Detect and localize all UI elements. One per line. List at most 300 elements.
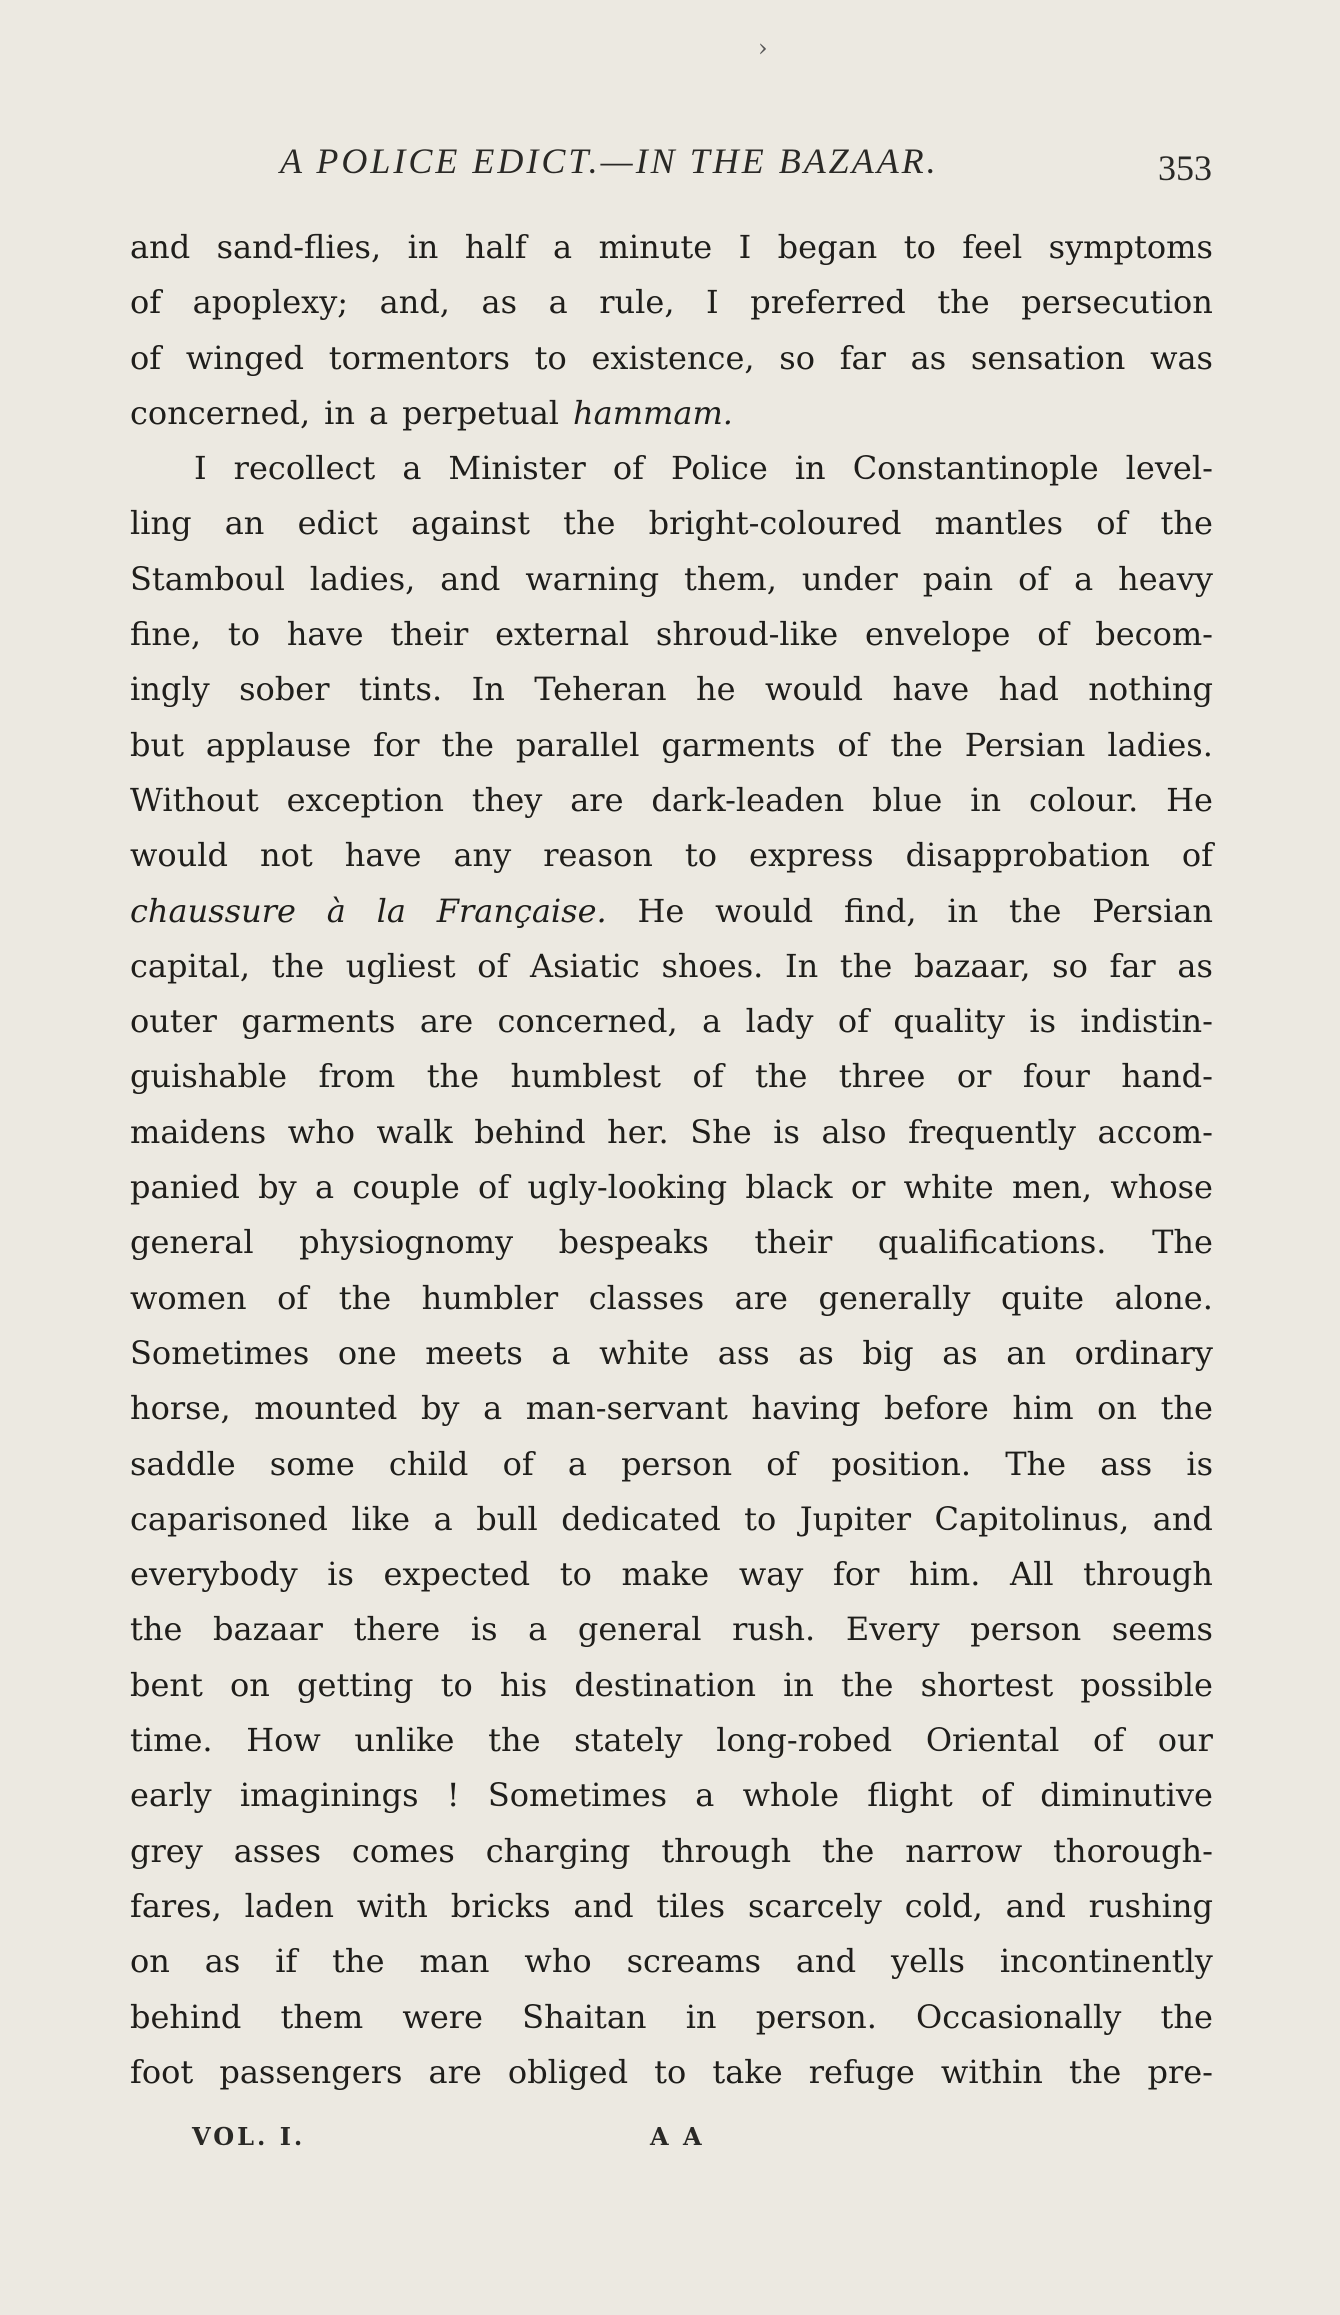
word: fares, [130,1886,222,1925]
word: Asiatic [529,946,640,985]
word: sand-flies, [216,228,382,266]
word: recollect [233,449,376,488]
word: hand- [1121,1057,1213,1096]
word: early [130,1776,212,1815]
word: panied [130,1168,240,1207]
word: their [390,615,469,654]
word: the [130,1610,183,1649]
text-line [130,1713,1213,1768]
word: feel [962,228,1023,266]
word: their [754,1223,833,1262]
word: take [712,2052,783,2091]
word: not [260,836,313,875]
word: Française. [436,891,607,930]
word: a [483,1389,503,1428]
word: to [559,1555,592,1594]
word: person [621,1444,733,1483]
word: ! [446,1776,460,1815]
word: is [773,1112,800,1151]
word: and [1152,1499,1213,1538]
word: He [637,891,685,930]
word: the [332,1942,385,1981]
word: foot [130,2052,194,2091]
word: screams [626,1942,762,1981]
word: of [1018,559,1050,598]
word: Persian [1092,891,1213,930]
word: qualifications. [877,1223,1107,1262]
word: in [794,449,826,488]
text-line [130,828,1213,883]
word: level- [1125,449,1213,488]
word: sober [239,670,330,709]
word: behind [130,1997,242,2036]
word: thorough- [1053,1831,1213,1870]
word: of [478,1168,510,1207]
word: the [488,1721,541,1760]
word: comes [351,1831,455,1870]
word: half [464,228,527,266]
word: tormentors [328,338,510,377]
word: who [524,1942,592,1981]
word: a [695,1776,715,1815]
word: disapprobation [905,836,1150,875]
word: a [1074,559,1094,598]
text-line [130,552,1213,607]
word: yells [891,1942,965,1981]
word: have [286,615,364,654]
word: I [706,283,719,322]
word: white [599,1333,690,1372]
text-line [130,1105,1213,1160]
word: a [567,1444,587,1483]
word: on [230,1665,270,1704]
text-line [130,607,1213,662]
word: for [832,1555,880,1594]
word: is [327,1555,354,1594]
word: horse, [130,1389,231,1428]
text-line [130,773,1213,828]
word: ladies, [309,559,416,598]
word: the [1009,891,1062,930]
word: him. [909,1555,981,1594]
word: the [754,1057,808,1096]
word: shoes. [661,946,764,985]
word: would [130,836,228,875]
word: the [271,946,325,985]
text-line [130,1658,1213,1713]
word: Constantinople [852,449,1099,488]
word: some [269,1444,355,1483]
word: How [246,1721,321,1760]
word: bazaar, [913,946,1031,985]
word: before [884,1389,989,1428]
word: maidens [130,1112,267,1151]
word: sensation [970,338,1126,377]
word: an [1006,1333,1046,1372]
word: destination [574,1665,756,1704]
word: of [1092,1721,1125,1760]
word: having [751,1389,861,1428]
word: the [839,946,893,985]
word: mounted [254,1389,398,1428]
word: All [1009,1555,1054,1594]
word: if [275,1942,298,1981]
word: by [420,1389,460,1428]
word: lady [745,1002,814,1041]
text-line [130,1547,1213,1602]
word: quite [1000,1278,1085,1317]
word: persecution [1021,283,1213,322]
word: had [998,670,1059,709]
text-line [130,1990,1213,2045]
word: to [903,228,936,266]
word: any [453,836,512,875]
word: a [528,1610,548,1649]
word: exception [286,780,444,819]
word: are [428,2052,482,2091]
word: against [411,504,530,543]
text-line [130,1934,1213,1989]
word: is [1186,1444,1213,1483]
word: far [1109,946,1156,985]
word: her. [607,1112,669,1151]
word: them [280,1997,364,2036]
word: seems [1111,1610,1213,1649]
text-line [130,1768,1213,1823]
word: getting [297,1665,414,1704]
ink-speck: › [758,34,768,62]
word: accom- [1097,1112,1213,1151]
text-line [130,496,1213,551]
text-line [130,1824,1213,1879]
word: frequently [908,1112,1076,1151]
text-line [130,939,1213,994]
text-line [130,662,1213,717]
word: was [1150,338,1213,377]
word: applause [205,725,352,764]
word: in [685,1997,717,2036]
word: ass [1100,1444,1153,1483]
word: and [1005,1886,1066,1925]
word: ugliest [345,946,456,985]
word: becom- [1095,615,1213,654]
word: concerned, [130,393,311,432]
word: a [402,449,422,488]
word: capital, [130,946,251,985]
text-line [130,1326,1213,1381]
word: like [351,1499,411,1538]
word: dedicated [561,1499,721,1538]
word: in [970,780,1002,819]
word: general [577,1610,702,1649]
word: and [130,228,191,266]
word: chaussure [130,891,296,930]
word: of [766,1444,798,1483]
word: make [621,1555,710,1594]
word: colour. [1028,780,1139,819]
word: expected [383,1555,531,1594]
word: one [337,1333,397,1372]
word: Oriental [925,1721,1060,1760]
word: bricks [450,1886,551,1925]
text-line [130,1492,1213,1547]
word: narrow [905,1831,1023,1870]
word: The [1152,1223,1213,1262]
word: Without [130,780,259,819]
word: would [765,670,864,709]
word: possible [1080,1665,1213,1704]
word: whose [1110,1168,1213,1207]
word: they [471,780,543,819]
word: far [839,338,886,377]
word: winged [185,338,304,377]
word: of [837,1002,869,1041]
word: He [1166,780,1213,819]
word: diminutive [1040,1776,1213,1815]
word: stately [574,1721,683,1760]
word: ingly [130,670,210,709]
word: who [287,1112,355,1151]
word: quality [893,1002,1005,1041]
word: long-robed [716,1721,893,1760]
word: general [130,1223,254,1262]
text-line [130,331,1213,386]
word: parallel [515,725,640,764]
text-line [130,1049,1213,1104]
word: of [980,1776,1013,1815]
word: express [749,836,874,875]
word: everybody [130,1555,298,1594]
word: the [426,1057,480,1096]
word: white [903,1168,994,1207]
word: of [692,1057,724,1096]
word: big [862,1333,914,1372]
word: obliged [507,2052,629,2091]
word: envelope [865,615,1011,654]
word: flight [867,1776,953,1815]
word: and [795,1942,857,1981]
word: position. [831,1444,972,1483]
word: have [344,836,422,875]
word: the [841,1665,894,1704]
word: man-servant [525,1389,728,1428]
word: bent [130,1665,203,1704]
word: to [440,1665,473,1704]
word: are [734,1278,788,1317]
word: charging [485,1831,631,1870]
word: alone. [1114,1278,1213,1317]
word: walk [376,1112,453,1151]
text-line [130,1215,1213,1270]
word: Police [670,449,768,488]
word: Occasionally [916,1997,1122,2036]
word: of [1037,615,1069,654]
word: under [801,559,898,598]
word: from [318,1057,396,1096]
word: the [338,1278,392,1317]
word: ordinary [1074,1333,1213,1372]
word: to [654,2052,687,2091]
word: refuge [808,2052,915,2091]
word: concerned, [497,1002,678,1041]
text-line [130,1271,1213,1326]
word: a [553,228,573,266]
word: a [548,283,568,322]
word: ass [717,1333,770,1372]
word: ugly-looking [527,1168,728,1207]
word: there [353,1610,441,1649]
text-line [130,1160,1213,1215]
word: ladies. [1107,725,1213,764]
word: are [570,780,624,819]
text-line [130,441,1213,496]
word: man [419,1942,490,1981]
word: symptoms [1048,228,1213,266]
word: reason [543,836,653,875]
word: shortest [920,1665,1054,1704]
word: nothing [1088,670,1213,709]
word: outer [130,1002,217,1041]
word: but [130,725,184,764]
word: a [702,1002,722,1041]
word: rule, [599,283,675,322]
word: pre- [1147,2052,1213,2091]
word: bespeaks [558,1223,709,1262]
word: so [779,338,815,377]
word: bull [476,1499,538,1538]
word: would [715,891,814,930]
word: began [777,228,878,266]
word: as [481,283,518,322]
word: four [1022,1057,1090,1096]
word: fine, [130,615,202,654]
word: so [1052,946,1088,985]
word: person [970,1610,1082,1649]
word: laden [244,1886,334,1925]
text-line [130,386,1213,441]
word: pain [922,559,994,598]
word: Shaitan [522,1997,647,2036]
word: on [1097,1389,1137,1428]
word: meets [425,1333,523,1372]
word: Capitolinus, [934,1499,1130,1538]
word: The [1005,1444,1067,1483]
word: whole [742,1776,840,1815]
word: garments [241,1002,396,1041]
word: Stamboul [130,559,285,598]
word: classes [588,1278,705,1317]
text-line [130,718,1213,773]
text-line [130,884,1213,939]
text-line [130,2045,1213,2100]
word: for [373,725,420,764]
word: way [738,1555,804,1594]
word: and [573,1886,634,1925]
word: of [612,449,644,488]
word: minute [598,228,713,266]
word: ling [130,504,192,543]
word: couple [352,1168,460,1207]
word: in [407,228,439,266]
word: Sometimes [487,1776,668,1815]
word: edict [297,504,378,543]
word: tints. [358,670,443,709]
word: garments [661,725,816,764]
word: scarcely [747,1886,882,1925]
word: the [1160,1997,1213,2036]
word: person. [755,1997,877,2036]
word: he [696,670,736,709]
word: Jupiter [799,1499,912,1538]
word: or [850,1168,886,1207]
word: a [433,1499,453,1538]
word: Persian [964,725,1086,764]
word: of [1181,836,1213,875]
word: mantles [934,504,1064,543]
word: women [130,1278,247,1317]
text-line [130,1602,1213,1657]
word: and, [379,283,450,322]
page-number: 353 [1158,148,1212,188]
word: blue [872,780,943,819]
word: rush. [732,1610,816,1649]
word: of [477,946,509,985]
word: in [324,393,355,432]
word: to [684,836,717,875]
text-line [130,220,1213,275]
word: men, [1011,1168,1093,1207]
word: saddle [130,1444,236,1483]
word: the [1160,1389,1213,1428]
word: grey [130,1831,203,1870]
word: rushing [1088,1886,1213,1925]
word: Teheran [534,670,667,709]
word: to [227,615,260,654]
word: have [892,670,970,709]
word: Every [845,1610,940,1649]
word: a [551,1333,571,1372]
word: Sometimes [130,1333,310,1372]
word: the [1068,2052,1122,2091]
word: la [376,891,406,930]
word: warning [525,559,660,598]
word: of [837,725,869,764]
word: as [204,1942,241,1981]
word: In [471,670,505,709]
text-line [130,1437,1213,1492]
word: physiognomy [299,1223,514,1262]
word: apoplexy; [192,283,349,322]
word: dark-leaden [651,780,845,819]
word: with [356,1886,428,1925]
word: within [940,2052,1043,2091]
word: cold, [904,1886,983,1925]
word: the [441,725,494,764]
word: à [326,891,346,930]
word: unlike [354,1721,455,1760]
word: through [1083,1555,1213,1594]
word: I [194,449,207,488]
word: bright-coloured [648,504,902,543]
word: the [890,725,943,764]
body-text [130,220,1213,2100]
word: in [947,891,979,930]
word: by [258,1168,297,1207]
word: of [130,283,162,322]
text-line [130,1381,1213,1436]
word: generally [818,1278,971,1317]
word: existence, [591,338,755,377]
